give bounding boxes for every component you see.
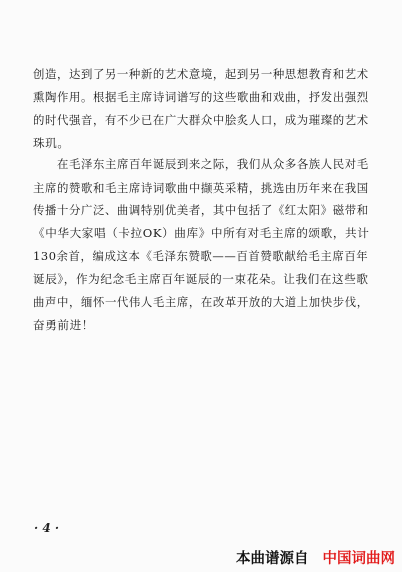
- text-line: 创造，达到了另一种新的艺术意境，起到另一种思想教育和艺术: [33, 67, 369, 81]
- text-line: 的时代强音，有不少已在广大群众中脍炙人口，成为璀璨的艺术: [33, 113, 369, 127]
- text-line: 曲声中，缅怀一代伟人毛主席，在改革开放的大道上加快步伐，: [33, 295, 369, 309]
- watermark-site-name: 中国词曲网: [322, 551, 395, 567]
- text-line: 130余首，编成这本《毛泽东赞歌——百首赞歌献给毛主席百年: [33, 249, 369, 263]
- text-line: 熏陶作用。根据毛主席诗词谱写的这些歌曲和戏曲，抒发出强烈: [33, 90, 369, 104]
- page-number: · 4 ·: [34, 521, 60, 535]
- text-line: 珠玑。: [33, 136, 70, 150]
- watermark: [236, 547, 395, 568]
- text-line: 《中华大家唱（卡拉OK）曲库》中所有对毛主席的颂歌，共计: [33, 226, 370, 240]
- text-line: 主席的赞歌和毛主席诗词歌曲中撷英采精，挑选由历年来在我国: [33, 181, 369, 195]
- watermark-source-label: 本曲谱源自: [236, 551, 309, 567]
- text-line: 在毛泽东主席百年诞辰到来之际，我们从众多各族人民对毛: [57, 157, 369, 171]
- text-line: 传播十分广泛、曲调特别优美者，其中包括了《红太阳》磁带和: [33, 203, 369, 217]
- text-line: 奋勇前进！: [33, 318, 94, 332]
- text-line: 诞辰》，作为纪念毛主席百年诞辰的一束花朵。让我们在这些歌: [33, 272, 369, 286]
